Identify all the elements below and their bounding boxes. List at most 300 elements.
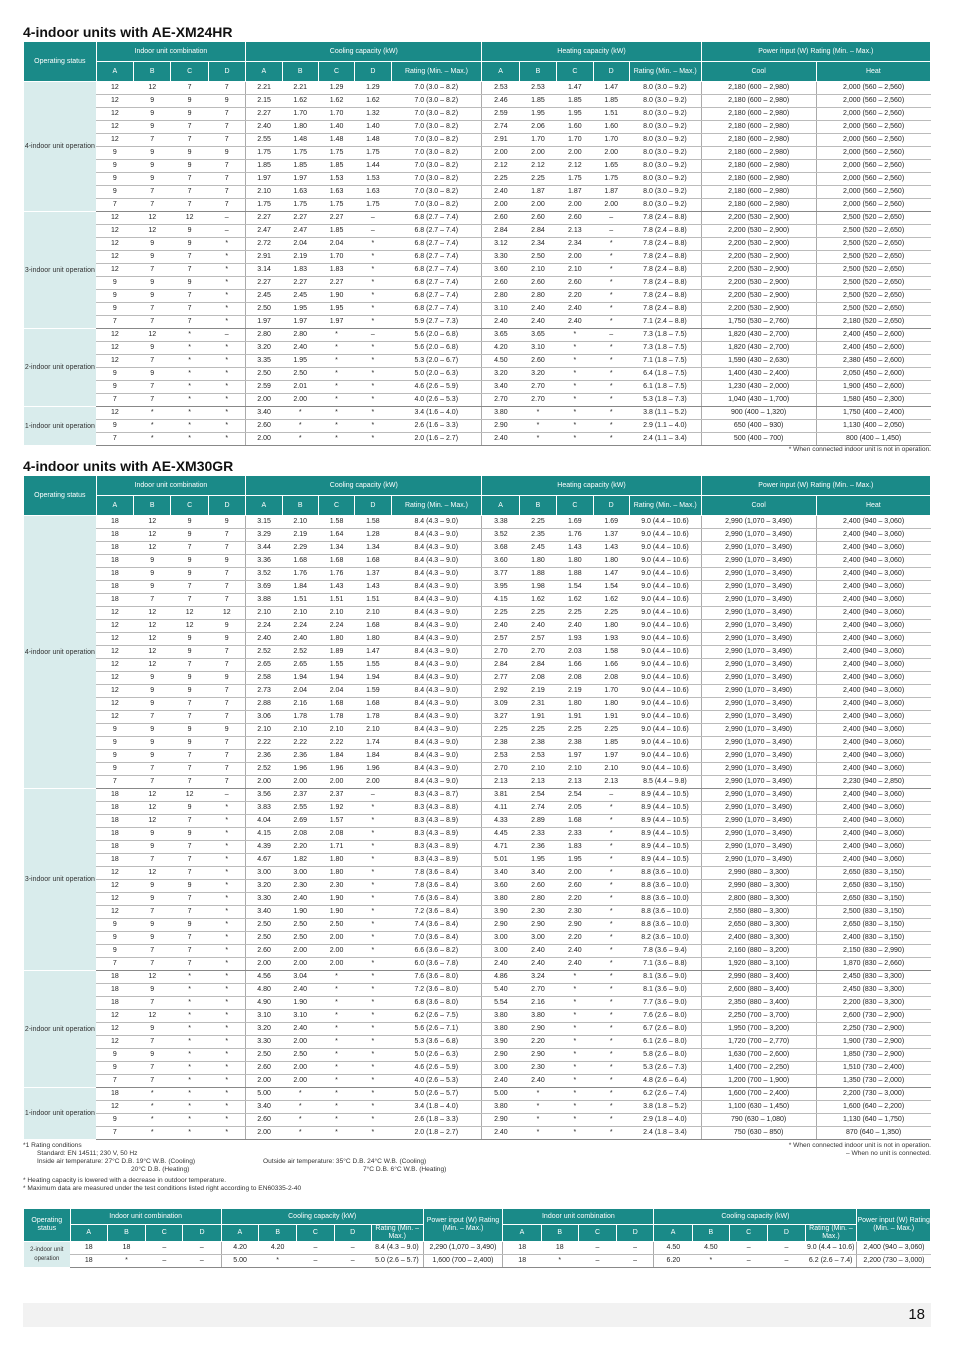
table-cell: 2.00 <box>282 394 318 407</box>
table-row <box>24 997 931 1010</box>
table-cell: 18 <box>70 1255 107 1268</box>
table-cell: 2.04 <box>318 685 354 698</box>
table-cell: 1.57 <box>318 815 354 828</box>
table-cell: 8.3 (4.3 – 8.9) <box>391 841 482 854</box>
table-cell: * <box>318 329 354 342</box>
table-cell: 7 <box>134 906 171 919</box>
table-cell: 3.80 <box>482 407 519 420</box>
table-cell: * <box>208 1127 245 1140</box>
table-row <box>24 581 931 594</box>
table-cell: 1.97 <box>318 316 354 329</box>
table-cell: 2.50 <box>246 368 282 381</box>
table-row <box>24 147 931 160</box>
table-cell: 3.80 <box>482 1010 519 1023</box>
table-row <box>24 1088 931 1101</box>
table-cell: 7 <box>171 750 208 763</box>
table-cell: 2.60 <box>482 277 519 290</box>
table-cell: * <box>557 1036 593 1049</box>
table-cell: 2.70 <box>519 381 556 394</box>
table-cell: 7 <box>134 355 171 368</box>
table-cell: * <box>557 1010 593 1023</box>
table-cell: 6.8 (2.7 – 7.4) <box>391 264 482 277</box>
subhdr3-col_a: A <box>654 1225 692 1242</box>
subhdr-col_b: B <box>282 62 318 82</box>
table-cell: 7 <box>171 173 208 186</box>
table-cell: 8.4 (4.3 – 9.0) <box>391 516 482 529</box>
subhdr-rating: Rating (Min. – Max.) <box>629 62 701 82</box>
table-cell: 7 <box>171 893 208 906</box>
table-cell: 8.8 (3.6 – 10.0) <box>629 906 701 919</box>
table-cell: 2,450 (830 – 3,300) <box>816 971 930 984</box>
table-cell: 7 <box>171 841 208 854</box>
table-cell: * <box>171 381 208 394</box>
table-cell: * <box>355 932 391 945</box>
table-row <box>24 750 931 763</box>
table-cell: 7 <box>134 394 171 407</box>
table-cell: 650 (400 – 930) <box>701 420 816 433</box>
table-cell: * <box>318 368 354 381</box>
table-cell: 2.52 <box>246 646 282 659</box>
subhdr3-col_a: A <box>70 1225 107 1242</box>
table-cell: * <box>593 893 629 906</box>
table-cell: * <box>593 906 629 919</box>
table-cell: 1,600 (700 – 2,400) <box>423 1255 503 1268</box>
table-cell: 7 <box>134 997 171 1010</box>
table-cell: 1.68 <box>282 555 318 568</box>
hdr3-power-input-2: Power input (W) Rating (Min. – Max.) <box>857 1209 931 1242</box>
table-cell: 9 <box>171 737 208 750</box>
footnote-maximum: * Maximum data are measured under the test conditions listed right according to EN60335-2-40 <box>23 1185 302 1192</box>
table-cell: * <box>355 854 391 867</box>
table-cell: 2,400 (940 – 3,060) <box>816 659 930 672</box>
table-cell: 2.05 <box>557 802 593 815</box>
table-cell: 7 <box>208 776 245 789</box>
table-cell: 2,990 (1,070 – 3,490) <box>701 763 816 776</box>
table-cell: * <box>318 1062 354 1075</box>
table-cell: * <box>593 932 629 945</box>
table-cell: * <box>593 303 629 316</box>
table-cell: * <box>355 420 391 433</box>
table-cell: 8.4 (4.3 – 9.0) <box>391 607 482 620</box>
table-cell: 2.40 <box>519 303 556 316</box>
table-cell: 2,400 (880 – 3,300) <box>701 932 816 945</box>
table-cell: 8.4 (4.3 – 9.0) <box>391 555 482 568</box>
table-cell: 2,650 (830 – 3,150) <box>816 867 930 880</box>
table-cell: 2.53 <box>482 750 519 763</box>
table-cell: 18 <box>96 529 133 542</box>
table-cell: * <box>208 841 245 854</box>
table-cell: 1.97 <box>282 173 318 186</box>
table-cell: 2.30 <box>519 1062 556 1075</box>
table-cell: * <box>355 407 391 420</box>
table-cell: * <box>593 854 629 867</box>
table-cell: 7 <box>171 815 208 828</box>
table-cell: 2.80 <box>519 290 556 303</box>
table-cell: 2,000 (560 – 2,560) <box>816 108 930 121</box>
table-cell: 4.0 (2.6 – 5.3) <box>391 1075 482 1088</box>
table-cell: * <box>318 1049 354 1062</box>
table-cell: 3.52 <box>246 568 282 581</box>
table-cell: 2,200 (530 – 2,900) <box>701 251 816 264</box>
table-cell: * <box>593 407 629 420</box>
table-cell: 7 <box>134 1075 171 1088</box>
table-cell: 2,290 (1,070 – 3,490) <box>423 1242 503 1255</box>
table-cell: 2.47 <box>246 225 282 238</box>
table-cell: * <box>593 841 629 854</box>
table-cell: 5.00 <box>246 1088 282 1101</box>
table-cell: 4.50 <box>692 1242 729 1255</box>
table-cell: 2.30 <box>318 880 354 893</box>
table-cell: * <box>557 1062 593 1075</box>
table-cell: 3.69 <box>246 581 282 594</box>
table-cell: * <box>355 277 391 290</box>
table-cell: 9 <box>171 555 208 568</box>
table-cell: 2,200 (730 – 3,000) <box>816 1088 930 1101</box>
table-cell: * <box>134 407 171 420</box>
table-cell: 5.3 (2.0 – 6.7) <box>391 355 482 368</box>
table-cell: 2.24 <box>246 620 282 633</box>
subhdr-col_c: C <box>171 62 208 82</box>
table-cell: 9 <box>96 1114 133 1127</box>
table-cell: * <box>519 1127 556 1140</box>
table-cell: 1.70 <box>593 685 629 698</box>
table-row <box>24 815 931 828</box>
table-cell: 1.85 <box>519 95 556 108</box>
table-cell: 9 <box>96 932 133 945</box>
table-cell: 7 <box>208 529 245 542</box>
table-cell: * <box>282 1101 318 1114</box>
table-cell: 2,400 (940 – 3,060) <box>816 828 930 841</box>
table-cell: 9.0 (4.4 – 10.6) <box>629 672 701 685</box>
table-cell: 4.45 <box>482 828 519 841</box>
table-cell: 7 <box>208 199 245 212</box>
table-cell: 2.60 <box>557 880 593 893</box>
subhdr-col_c: C <box>318 496 354 516</box>
table-cell: 8.9 (4.4 – 10.5) <box>629 841 701 854</box>
table-cell: 2.40 <box>282 342 318 355</box>
table-cell: * <box>171 1075 208 1088</box>
table-row <box>24 841 931 854</box>
table-cell: 2.40 <box>482 186 519 199</box>
table-cell: 2.6 (1.8 – 3.3) <box>391 1114 482 1127</box>
table-cell: 2,500 (520 – 2,650) <box>816 238 930 251</box>
table-cell: 7 <box>171 303 208 316</box>
table-cell: 7 <box>96 394 133 407</box>
table-cell: 9 <box>171 633 208 646</box>
table-cell: 1.80 <box>318 633 354 646</box>
table-cell: 2.27 <box>246 212 282 225</box>
table-cell: 9 <box>208 95 245 108</box>
table-cell: 6.2 (2.6 – 7.4) <box>629 1088 701 1101</box>
table-cell: 12 <box>134 867 171 880</box>
table-cell: 2.00 <box>318 945 354 958</box>
table-cell: 7 <box>171 290 208 303</box>
table-cell: * <box>593 368 629 381</box>
table-cell: * <box>593 1088 629 1101</box>
table-cell: 8.4 (4.3 – 9.0) <box>371 1242 423 1255</box>
table-row <box>24 633 931 646</box>
table-cell: 2,400 (940 – 3,060) <box>816 568 930 581</box>
table-cell: 1.75 <box>593 173 629 186</box>
table-cell: 2,400 (450 – 2,600) <box>816 329 930 342</box>
table-cell: 18 <box>96 568 133 581</box>
table-cell: 2.60 <box>557 277 593 290</box>
table-cell: 1.76 <box>557 529 593 542</box>
table-cell: 1.84 <box>282 581 318 594</box>
subhdr-col_d: D <box>355 62 391 82</box>
table-cell: * <box>208 880 245 893</box>
table-cell: * <box>208 815 245 828</box>
table-cell: 500 (400 – 700) <box>701 433 816 446</box>
table-cell: 2.13 <box>519 776 556 789</box>
subhdr-col_d: D <box>593 62 629 82</box>
table-cell: 7 <box>171 906 208 919</box>
table-cell: 2.13 <box>557 225 593 238</box>
table-cell: 12 <box>134 789 171 802</box>
subhdr-rating: Rating (Min. – Max.) <box>629 496 701 516</box>
table-cell: – <box>208 212 245 225</box>
table-row <box>24 1049 931 1062</box>
table-cell: 18 <box>96 984 133 997</box>
table-cell: 2.40 <box>557 303 593 316</box>
table-cell: 2,990 (1,070 – 3,490) <box>701 711 816 724</box>
table-cell: 2.46 <box>482 95 519 108</box>
table-cell: * <box>557 394 593 407</box>
table-cell: 7 <box>171 958 208 971</box>
table-cell: 7 <box>171 932 208 945</box>
table-ae-xm24hr <box>23 41 931 446</box>
table-cell: 1.68 <box>355 555 391 568</box>
footnote-standard: Standard: EN 14511; 230 V, 50 Hz <box>37 1150 138 1157</box>
table-cell: 7 <box>208 685 245 698</box>
table-cell: 3.10 <box>519 342 556 355</box>
table-cell: * <box>208 932 245 945</box>
table-cell: 9.0 (4.4 – 10.6) <box>629 607 701 620</box>
table-cell: 1.54 <box>557 581 593 594</box>
table-cell: 1,130 (400 – 2,050) <box>816 420 930 433</box>
table-cell: 9 <box>134 121 171 134</box>
table-cell: 3.00 <box>282 867 318 880</box>
table-cell: 2.4 (1.1 – 3.4) <box>629 433 701 446</box>
table-cell: 2.00 <box>557 867 593 880</box>
table-cell: 7.0 (3.0 – 8.2) <box>391 82 482 95</box>
table-cell: * <box>171 1088 208 1101</box>
subhdr3-col_d: D <box>617 1225 654 1242</box>
table-cell: 2.13 <box>557 776 593 789</box>
table-cell: 7.8 (3.6 – 9.4) <box>629 945 701 958</box>
table-cell: 8.8 (3.6 – 10.0) <box>629 919 701 932</box>
table-row <box>24 906 931 919</box>
table-cell: 3.29 <box>246 529 282 542</box>
table-cell: 3.60 <box>482 264 519 277</box>
table-cell: 9 <box>134 698 171 711</box>
table-cell: 9 <box>171 516 208 529</box>
hdr-heating-capacity: Heating capacity (kW) <box>482 42 701 62</box>
table-cell: – <box>768 1242 805 1255</box>
table-cell: 12 <box>171 789 208 802</box>
table-cell: 12 <box>96 82 133 95</box>
table-cell: 2.24 <box>282 620 318 633</box>
table-cell: 2,650 (830 – 3,150) <box>816 893 930 906</box>
table-cell: 2.08 <box>593 672 629 685</box>
table-cell: 2.40 <box>519 1075 556 1088</box>
table-cell: 1,920 (880 – 3,100) <box>701 958 816 971</box>
table-cell: 2.59 <box>482 108 519 121</box>
table-cell: 12 <box>96 893 133 906</box>
table-cell: 1.48 <box>318 134 354 147</box>
table-cell: * <box>171 394 208 407</box>
table-cell: 18 <box>96 594 133 607</box>
table-cell: * <box>593 290 629 303</box>
table-cell: 2.40 <box>282 633 318 646</box>
table-cell: * <box>208 971 245 984</box>
table-cell: 2.92 <box>482 685 519 698</box>
table-cell: 7.4 (3.6 – 8.4) <box>391 919 482 932</box>
table-cell: 12 <box>96 95 133 108</box>
table-cell: 2,990 (1,070 – 3,490) <box>701 529 816 542</box>
table-cell: 8.4 (4.3 – 9.0) <box>391 672 482 685</box>
table-cell: 2,180 (600 – 2,980) <box>701 186 816 199</box>
table-cell: 2.53 <box>519 750 556 763</box>
table-cell: 2,200 (530 – 2,900) <box>701 290 816 303</box>
table-cell: * <box>208 1075 245 1088</box>
table-cell: 6.8 (2.7 – 7.4) <box>391 277 482 290</box>
table-cell: 2,200 (530 – 2,900) <box>701 225 816 238</box>
table-cell: * <box>355 1088 391 1101</box>
table-cell: 2.40 <box>246 121 282 134</box>
table-cell: 9.0 (4.4 – 10.6) <box>629 763 701 776</box>
table-cell: 2.27 <box>318 277 354 290</box>
table-cell: 3.8 (1.8 – 5.2) <box>629 1101 701 1114</box>
table-row <box>24 316 931 329</box>
table-cell: – <box>617 1242 654 1255</box>
table-cell: 1.53 <box>318 173 354 186</box>
table-cell: 1.87 <box>557 186 593 199</box>
table-cell: 1.47 <box>557 82 593 95</box>
table-cell: 7.6 (3.6 – 8.4) <box>391 893 482 906</box>
table-cell: 2.31 <box>519 698 556 711</box>
table-cell: 2.04 <box>318 238 354 251</box>
table-cell: 2.74 <box>519 802 556 815</box>
table-cell: 2.55 <box>246 134 282 147</box>
table-cell: 2.91 <box>246 251 282 264</box>
table-cell: 9.0 (4.4 – 10.6) <box>629 711 701 724</box>
table-cell: * <box>593 802 629 815</box>
table-cell: 8.0 (3.0 – 9.2) <box>629 147 701 160</box>
table-cell: 9 <box>96 919 133 932</box>
table-cell: 5.8 (2.6 – 8.0) <box>629 1049 701 1062</box>
table-cell: 7.1 (1.8 – 7.5) <box>629 355 701 368</box>
table-cell: 2.00 <box>246 776 282 789</box>
subhdr-col_d: D <box>208 62 245 82</box>
table-cell: 2.24 <box>318 620 354 633</box>
table-cell: 7 <box>134 134 171 147</box>
table-cell: 8.4 (4.3 – 9.0) <box>391 711 482 724</box>
table-cell: 2.60 <box>557 212 593 225</box>
table-cell: 7 <box>171 854 208 867</box>
table-cell: 6.2 (2.6 – 7.5) <box>391 1010 482 1023</box>
table-cell: 3.15 <box>246 516 282 529</box>
group-label: 1-indoor unit operation <box>24 407 97 446</box>
table-cell: * <box>208 1010 245 1023</box>
table-cell: 2.08 <box>557 672 593 685</box>
table-cell: * <box>593 238 629 251</box>
table-cell: 1.43 <box>593 542 629 555</box>
footnote-outside-heat: 7°C D.B. 6°C W.B. (Heating) <box>363 1166 447 1173</box>
table-cell: 2,400 (940 – 3,060) <box>816 724 930 737</box>
table-cell: 2.27 <box>246 277 282 290</box>
table-cell: 2.50 <box>246 1049 282 1062</box>
table-cell: 9 <box>134 290 171 303</box>
table-row <box>24 971 931 984</box>
table-cell: * <box>208 867 245 880</box>
table-cell: * <box>208 290 245 303</box>
table-cell: 8.4 (4.3 – 9.0) <box>391 529 482 542</box>
subhdr-col_a: A <box>482 496 519 516</box>
table-cell: 2.33 <box>557 828 593 841</box>
table-cell: 7 <box>208 121 245 134</box>
subhdr-col_b: B <box>134 62 171 82</box>
table-cell: * <box>692 1255 729 1268</box>
table-cell: 1.80 <box>282 121 318 134</box>
table-cell: * <box>318 407 354 420</box>
table-cell: 9 <box>134 672 171 685</box>
table-row <box>24 329 931 342</box>
table-cell: 1.54 <box>593 581 629 594</box>
table-cell: 1.70 <box>318 108 354 121</box>
table-cell: 9.0 (4.4 – 10.6) <box>629 646 701 659</box>
table-cell: 3.56 <box>246 789 282 802</box>
table-cell: * <box>282 407 318 420</box>
table-cell: 1.85 <box>593 95 629 108</box>
table-cell: 8.9 (4.4 – 10.5) <box>629 828 701 841</box>
table-cell: 9 <box>134 893 171 906</box>
table-cell: 2,200 (530 – 2,900) <box>701 212 816 225</box>
table-row <box>24 828 931 841</box>
table-cell: 7.2 (3.6 – 8.0) <box>391 984 482 997</box>
table-cell: 2,500 (520 – 2,650) <box>816 225 930 238</box>
table-cell: 2.65 <box>282 659 318 672</box>
table-cell: 2,000 (560 – 2,560) <box>816 160 930 173</box>
table-cell: 1.85 <box>318 225 354 238</box>
hdr-indoor-combination: Indoor unit combination <box>96 42 245 62</box>
table-cell: 2,500 (520 – 2,650) <box>816 303 930 316</box>
table-cell: 8.4 (4.3 – 9.0) <box>391 724 482 737</box>
table-cell: 2.40 <box>557 958 593 971</box>
table-cell: 7 <box>134 1062 171 1075</box>
table-cell: * <box>557 1075 593 1088</box>
table-cell: 7 <box>134 854 171 867</box>
table-cell: – <box>334 1242 371 1255</box>
table-cell: 1.75 <box>355 199 391 212</box>
table-cell: 3.10 <box>246 1010 282 1023</box>
table-cell: * <box>557 342 593 355</box>
table-cell: * <box>318 1075 354 1088</box>
table-cell: 2.25 <box>593 724 629 737</box>
table-cell: * <box>318 342 354 355</box>
table-cell: 1.91 <box>557 711 593 724</box>
table-cell: 2.10 <box>355 724 391 737</box>
table-cell: 6.8 (2.7 – 7.4) <box>391 212 482 225</box>
table-cell: 2.65 <box>246 659 282 672</box>
table-cell: 2,990 (1,070 – 3,490) <box>701 620 816 633</box>
table-cell: 2.10 <box>282 607 318 620</box>
table-cell: * <box>208 381 245 394</box>
table-cell: 12 <box>96 342 133 355</box>
table-cell: 9 <box>208 620 245 633</box>
table-row <box>24 763 931 776</box>
table-cell: 9 <box>134 147 171 160</box>
